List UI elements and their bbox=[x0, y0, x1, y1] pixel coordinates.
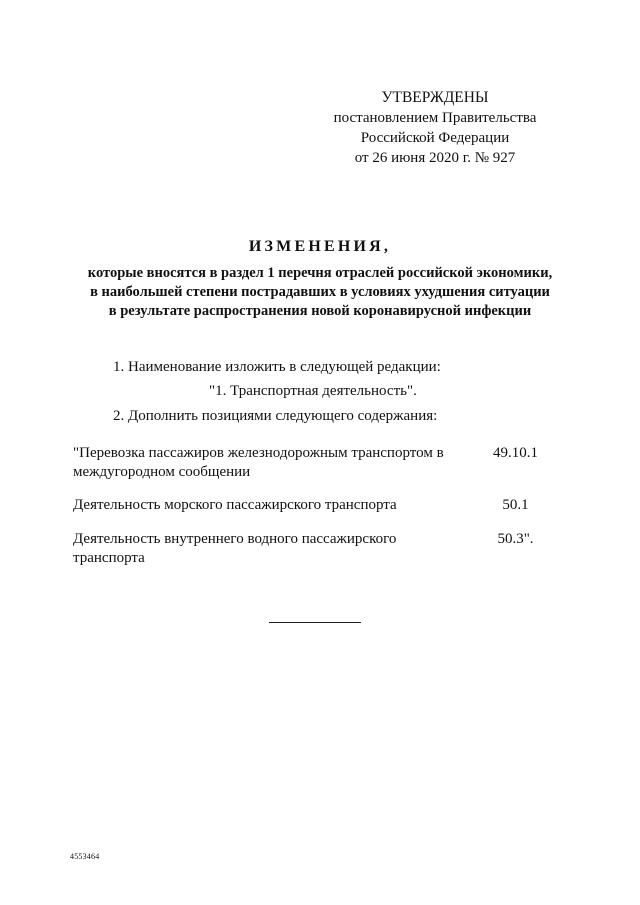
approval-stamp bbox=[330, 88, 540, 168]
position-code: 49.10.1 bbox=[493, 445, 538, 461]
end-of-document-line bbox=[269, 622, 361, 623]
position-code: 50.3". bbox=[497, 531, 534, 547]
document-title: ИЗМЕНЕНИЯ, bbox=[248, 238, 392, 255]
approval-line-2: Российской Федерации bbox=[360, 130, 510, 146]
document-number: 4553464 bbox=[70, 852, 100, 861]
paragraph-item-1: 1. Наименование изложить в следующей редакции: bbox=[113, 359, 441, 375]
subtitle-line-1: которые вносятся в раздел 1 перечня отраслей российской экономики, bbox=[87, 265, 553, 281]
position-name: Деятельность внутреннего водного пассажирского транспорта bbox=[73, 531, 397, 566]
subtitle-line-3: в результате распространения новой коронавирусной инфекции bbox=[108, 303, 532, 319]
paragraph-item-1-quote: "1. Транспортная деятельность". bbox=[209, 383, 417, 399]
approval-title: УТВЕРЖДЕНЫ bbox=[381, 89, 489, 106]
approval-line-3: от 26 июня 2020 г. № 927 bbox=[354, 150, 516, 166]
subtitle-line-2: в наибольшей степени пострадавших в условиях ухудшения ситуации bbox=[90, 284, 550, 300]
position-code: 50.1 bbox=[502, 497, 529, 513]
position-name: Деятельность морского пассажирского транспорта bbox=[73, 497, 397, 513]
position-name: "Перевозка пассажиров железнодорожным транспортом в междугородном сообщении bbox=[73, 445, 444, 480]
paragraph-item-2: 2. Дополнить позициями следующего содержания: bbox=[113, 408, 438, 424]
document-subtitle bbox=[40, 264, 600, 321]
approval-line-1: постановлением Правительства bbox=[333, 110, 537, 126]
